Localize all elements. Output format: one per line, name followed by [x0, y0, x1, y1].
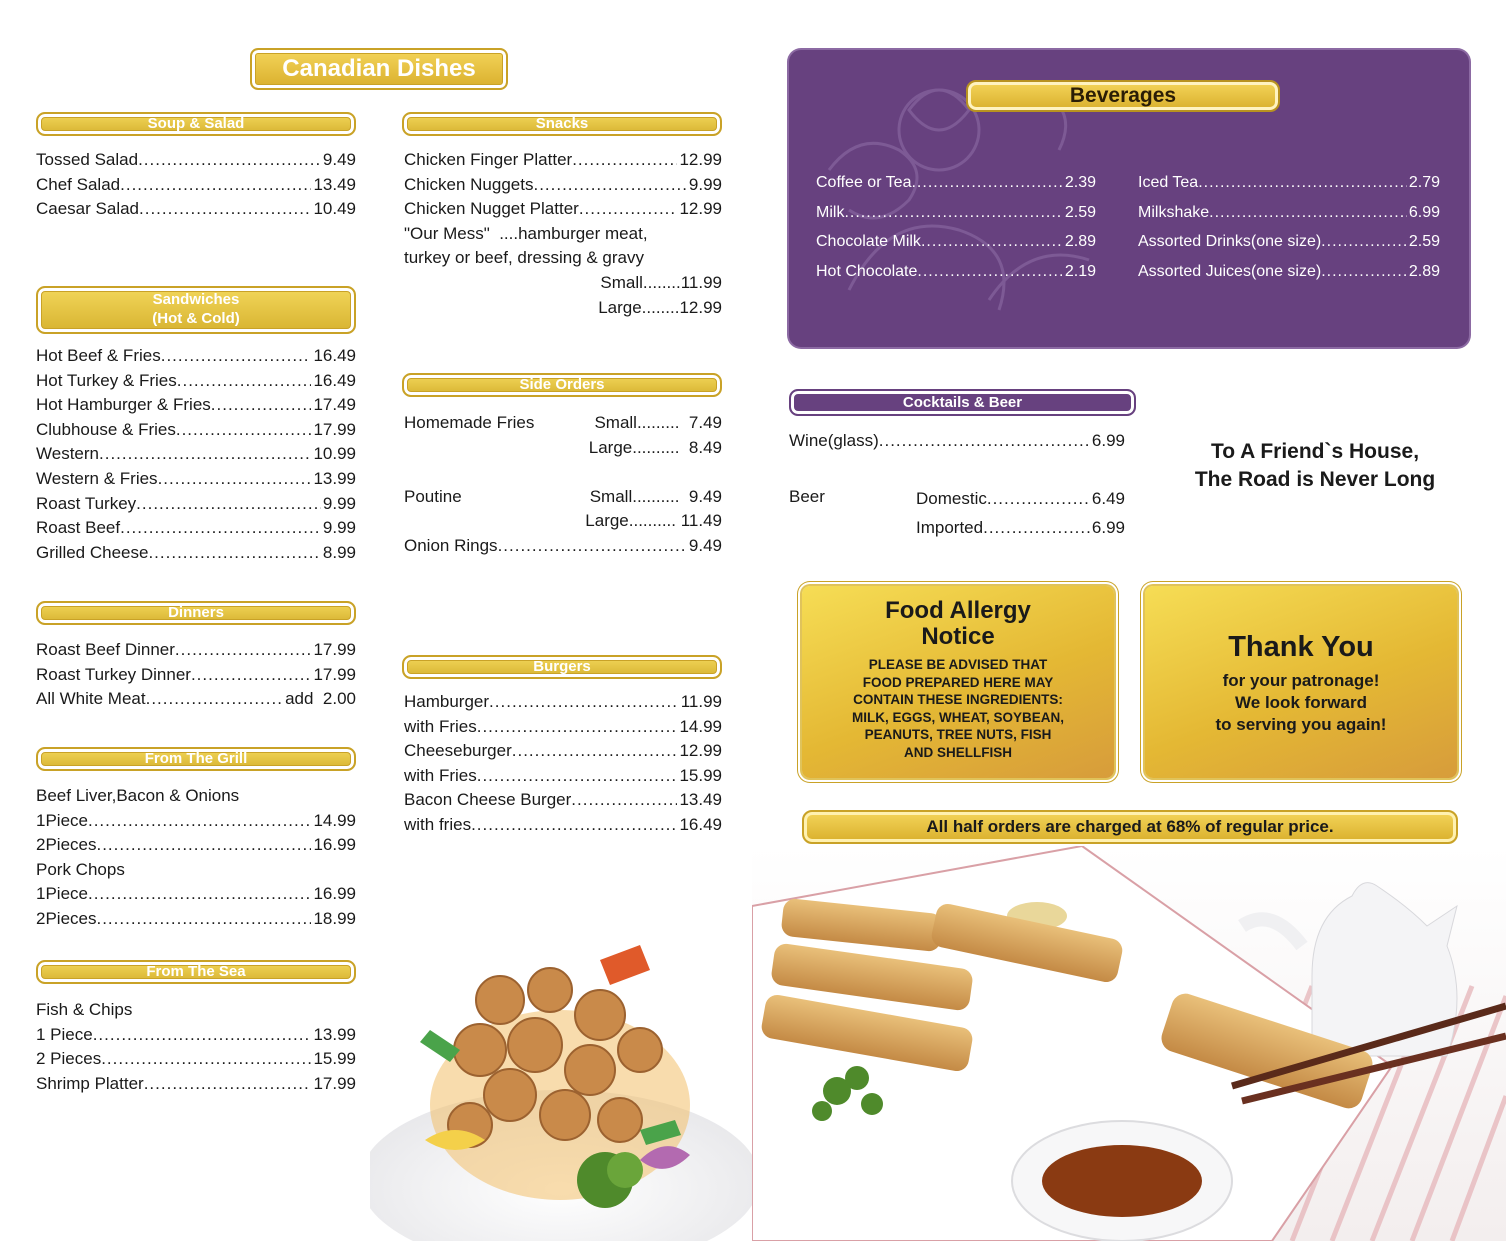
item-price: 13.99 [313, 1024, 356, 1044]
item-price: Small......... 7.49 [594, 413, 722, 432]
menu-item [789, 429, 1125, 454]
item-name: Clubhouse & Fries [36, 419, 176, 439]
item-price: 16.49 [313, 370, 356, 390]
menu-item [36, 1023, 356, 1048]
side-orders-title: Side Orders [519, 375, 605, 393]
our-mess-large: Large........12.99 [598, 297, 722, 317]
menu-item [816, 257, 1096, 287]
menu-item [36, 492, 356, 517]
item-name: Assorted Drinks(one size) [1138, 233, 1322, 250]
item-name: Tossed Salad [36, 150, 139, 169]
menu-item [36, 197, 356, 222]
item-price: 2.89 [1064, 233, 1096, 250]
item-name: 2 Pieces [36, 1049, 102, 1069]
dinners-banner [36, 601, 356, 625]
menu-item [36, 638, 356, 663]
item-price: 12.99 [679, 150, 722, 169]
beer-label [789, 485, 825, 510]
grill-banner [36, 747, 356, 771]
item-name: All White Meat [36, 689, 146, 709]
item-name: 1 Piece [36, 1024, 93, 1044]
menu-item [36, 1047, 356, 1072]
sea-banner [36, 960, 356, 984]
menu-item [36, 344, 356, 369]
snacks-title: Snacks [535, 114, 589, 132]
allergy-text: FOOD PREPARED HERE MAY [862, 674, 1054, 690]
half-orders-notice: All half orders are charged at 68% of regular price. [802, 810, 1458, 844]
allergy-text: PLEASE BE ADVISED THAT [868, 657, 1048, 672]
item-name: Roast Beef Dinner [36, 640, 175, 659]
menu-item [36, 516, 356, 541]
item-name: Western [36, 444, 99, 464]
item-name: Domestic [916, 489, 987, 508]
menu-item [404, 764, 722, 789]
sea-list [36, 998, 356, 1096]
thank-you-text: to serving you again! [1215, 715, 1387, 734]
menu-item [36, 369, 356, 394]
sandwiches-title: Sandwiches [152, 291, 240, 309]
menu-item [36, 442, 356, 467]
menu-item [404, 788, 722, 813]
item-name: Homemade Fries [404, 413, 535, 432]
item-price: 6.99 [1091, 431, 1125, 450]
item-name: Assorted Juices(one size) [1138, 262, 1322, 280]
thank-you-box [1145, 586, 1457, 778]
sandwiches-list [36, 344, 356, 565]
slogan-line1: To A Friend`s House, [1210, 440, 1420, 463]
sea-title: From The Sea [146, 962, 246, 980]
cocktails-title: Cocktails & Beer [902, 394, 1023, 411]
item-name: Chef Salad [36, 174, 121, 194]
cocktails-list [789, 429, 1125, 454]
sandwiches-subtitle: (Hot & Cold) [152, 310, 240, 327]
item-price: 17.99 [313, 664, 356, 684]
item-price: 6.99 [1091, 517, 1125, 537]
item-price: 2.79 [1408, 174, 1440, 191]
our-mess-line2: turkey or beef, dressing & gravy [404, 248, 645, 268]
our-mess-small: Small........11.99 [600, 272, 722, 292]
side-orders-banner [402, 373, 722, 397]
item-price: 16.99 [313, 835, 356, 855]
snacks-list [404, 148, 722, 320]
menu-item [36, 663, 356, 688]
grill-title: From The Grill [144, 749, 248, 767]
item-price: 15.99 [679, 765, 722, 785]
snacks-banner [402, 112, 722, 136]
item-name: Chicken Finger Platter [404, 150, 573, 169]
burgers-banner [402, 655, 722, 679]
allergy-text: PEANUTS, TREE NUTS, FISH [864, 727, 1052, 742]
item-name: Grilled Cheese [36, 542, 149, 562]
beer-list [916, 485, 1125, 542]
menu-item [816, 198, 1096, 228]
item-name: Shrimp Platter [36, 1073, 144, 1093]
grill-list [36, 784, 356, 932]
item-price: 16.99 [313, 884, 356, 904]
menu-item [36, 1072, 356, 1097]
item-name: with fries [404, 814, 472, 834]
item-price: 6.49 [1091, 489, 1125, 508]
item-price: 15.99 [313, 1049, 356, 1069]
allergy-text: AND SHELLFISH [904, 744, 1012, 760]
item-price: 2.39 [1064, 174, 1096, 191]
menu-item [36, 833, 356, 858]
allergy-text: MILK, EGGS, WHEAT, SOYBEAN, [851, 709, 1064, 725]
dinners-list [36, 638, 356, 712]
item-name: Iced Tea [1138, 174, 1199, 191]
item-name: 2Pieces [36, 908, 97, 928]
beverages-right-list [1138, 168, 1440, 286]
menu-item [404, 411, 722, 436]
item-name: Roast Turkey Dinner [36, 664, 191, 684]
soup-salad-list [36, 148, 356, 222]
menu-item [1138, 168, 1440, 198]
allergy-title: Food Allergy [885, 597, 1031, 624]
item-name: Wine(glass) [789, 431, 879, 450]
menu-item [404, 197, 722, 222]
menu-item [404, 813, 722, 838]
cocktails-banner [789, 389, 1136, 416]
soup-salad-banner [36, 112, 356, 136]
menu-item [1138, 227, 1440, 257]
item-name: with Fries [404, 765, 477, 785]
menu-item [36, 882, 356, 907]
menu-item [36, 173, 356, 198]
dinners-title: Dinners [168, 603, 224, 621]
slogan-line2: The Road is Never Long [1194, 468, 1436, 491]
menu-item [404, 148, 722, 173]
item-price: 2.59 [1064, 203, 1096, 221]
item-price: add 2.00 [285, 689, 356, 709]
slogan [1160, 438, 1470, 494]
item-price: 9.99 [688, 174, 722, 194]
item-price: 17.49 [313, 395, 356, 415]
menu-item [36, 148, 356, 173]
item-name: Chicken Nuggets [404, 174, 534, 194]
item-name: Onion Rings [404, 535, 498, 555]
menu-item [916, 485, 1125, 514]
menu-item [36, 541, 356, 566]
beverages-left-list [816, 168, 1096, 286]
item-price: 12.99 [679, 741, 722, 761]
grill-pork-heading: Pork Chops [36, 859, 125, 879]
item-price: 18.99 [313, 908, 356, 928]
item-price: 2.89 [1408, 262, 1440, 280]
burgers-title: Burgers [533, 657, 591, 675]
our-mess-line1: "Our Mess" ....hamburger meat, [404, 223, 648, 243]
item-name: Hot Chocolate [816, 262, 918, 280]
menu-item [36, 393, 356, 418]
item-name: Bacon Cheese Burger [404, 790, 572, 810]
item-price: 10.99 [313, 444, 356, 464]
menu-item [404, 739, 722, 764]
item-price: Large.......... 11.49 [585, 511, 722, 531]
item-price: Large.......... 8.49 [588, 437, 722, 457]
menu-item [404, 715, 722, 740]
menu-item [1138, 257, 1440, 287]
menu-item [36, 467, 356, 492]
grill-liver-heading: Beef Liver,Bacon & Onions [36, 786, 240, 805]
item-name: 1Piece [36, 884, 88, 904]
item-name: Chicken Nugget Platter [404, 199, 579, 219]
menu-item [816, 227, 1096, 257]
item-name: Hot Hamburger & Fries [36, 395, 211, 415]
item-price: 14.99 [313, 810, 356, 830]
side-orders-list [404, 411, 722, 559]
item-price: 9.49 [688, 535, 722, 555]
item-price: 9.49 [322, 150, 356, 169]
item-price: 16.49 [679, 814, 722, 834]
burgers-list [404, 690, 722, 838]
menu-item [404, 485, 722, 510]
sweet-sour-dish-photo [370, 930, 755, 1241]
item-price: 17.99 [313, 1073, 356, 1093]
item-price: 13.99 [313, 468, 356, 488]
item-name: Cheeseburger [404, 741, 512, 761]
menu-item [916, 514, 1125, 543]
spring-rolls-photo [752, 846, 1506, 1241]
item-price: 11.99 [680, 692, 722, 711]
item-price: 2.19 [1064, 262, 1096, 280]
menu-item [404, 173, 722, 198]
item-price: 17.99 [313, 640, 356, 659]
item-name: Hot Beef & Fries [36, 346, 161, 365]
item-name: Roast Turkey [36, 493, 137, 513]
item-name: Western & Fries [36, 468, 158, 488]
item-price: 10.49 [313, 199, 356, 219]
menu-item [36, 418, 356, 443]
item-name: Roast Beef [36, 518, 121, 538]
item-name: Poutine [404, 486, 462, 506]
thank-you-title: Thank You [1228, 631, 1374, 663]
item-name: 2Pieces [36, 835, 97, 855]
menu-item [36, 907, 356, 932]
sea-fish-heading: Fish & Chips [36, 1000, 133, 1019]
soup-salad-title: Soup & Salad [147, 114, 245, 132]
item-price: 14.99 [679, 716, 722, 736]
item-price: 2.59 [1408, 233, 1440, 250]
menu-item [816, 168, 1096, 198]
beer-heading: Beer [789, 487, 825, 506]
item-name: Hot Turkey & Fries [36, 370, 177, 390]
item-name: Milk [816, 203, 845, 221]
item-price: 8.99 [322, 542, 356, 562]
item-price: 12.99 [679, 199, 722, 219]
menu-item [36, 687, 356, 712]
item-price: 6.99 [1408, 203, 1440, 221]
menu-item [404, 534, 722, 559]
item-price: 9.99 [322, 493, 356, 513]
item-price: 13.49 [679, 790, 722, 810]
item-price: 17.99 [313, 419, 356, 439]
beverages-title: Beverages [966, 80, 1280, 112]
item-name: Hamburger [404, 692, 490, 711]
item-name: Milkshake [1138, 203, 1210, 221]
item-price: 16.49 [313, 346, 356, 365]
food-allergy-notice [802, 586, 1114, 778]
item-name: Imported [916, 517, 984, 537]
item-price: 9.99 [322, 518, 356, 538]
item-price: Small.......... 9.49 [589, 486, 722, 506]
canadian-dishes-title: Canadian Dishes [250, 48, 508, 90]
item-name: Caesar Salad [36, 199, 140, 219]
menu-item [404, 690, 722, 715]
item-name: Chocolate Milk [816, 233, 921, 250]
allergy-title-line2: Notice [921, 623, 995, 650]
item-name: with Fries [404, 716, 477, 736]
thank-you-text: for your patronage! [1222, 671, 1380, 690]
item-price: 13.49 [313, 174, 356, 194]
thank-you-text: We look forward [1235, 693, 1367, 712]
allergy-text: CONTAIN THESE INGREDIENTS: [853, 692, 1063, 707]
item-name: Coffee or Tea [816, 174, 912, 191]
menu-item [36, 809, 356, 834]
sandwiches-banner [36, 286, 356, 334]
item-name: 1Piece [36, 810, 88, 830]
menu-item [1138, 198, 1440, 228]
